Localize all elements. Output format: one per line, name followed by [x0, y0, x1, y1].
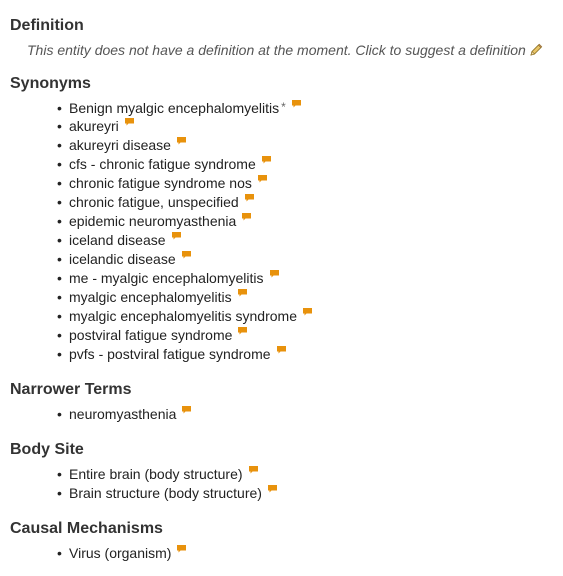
term-label[interactable]: pvfs - postviral fatigue syndrome [69, 346, 271, 362]
list-item [57, 345, 286, 364]
comment-icon[interactable] [258, 175, 267, 183]
bullet: • [57, 406, 62, 422]
list-item [57, 117, 134, 136]
list-item [57, 231, 181, 250]
bullet: • [57, 308, 62, 324]
list-item [57, 193, 254, 212]
term-label[interactable]: myalgic encephalomyelitis syndrome [69, 308, 297, 324]
list-item [57, 269, 279, 288]
bullet: • [57, 156, 62, 172]
comment-icon[interactable] [268, 485, 277, 493]
bullet: • [57, 485, 62, 501]
comment-icon[interactable] [303, 308, 312, 316]
comment-icon[interactable] [270, 270, 279, 278]
term-label[interactable]: Brain structure (body structure) [69, 485, 262, 501]
list-item [57, 98, 301, 117]
narrower-terms-heading: Narrower Terms [10, 381, 132, 398]
comment-icon[interactable] [249, 466, 258, 474]
term-label[interactable]: chronic fatigue, unspecified [69, 194, 239, 210]
list-item [57, 405, 191, 424]
comment-icon[interactable] [182, 251, 191, 259]
bullet: • [57, 175, 62, 191]
comment-icon[interactable] [238, 289, 247, 297]
list-item [57, 136, 186, 155]
bullet: • [57, 213, 62, 229]
bullet: • [57, 118, 62, 134]
bullet: • [57, 545, 62, 561]
bullet: • [57, 346, 62, 362]
term-label[interactable]: postviral fatigue syndrome [69, 327, 233, 343]
term-label[interactable]: cfs - chronic fatigue syndrome [69, 156, 256, 172]
list-item [57, 212, 251, 231]
term-label[interactable]: Benign myalgic encephalomyelitis [69, 100, 280, 116]
comment-icon[interactable] [125, 118, 134, 126]
term-label[interactable]: chronic fatigue syndrome nos [69, 175, 252, 191]
term-label[interactable]: iceland disease [69, 232, 166, 248]
comment-icon[interactable] [292, 100, 301, 108]
bullet: • [57, 466, 62, 482]
bullet: • [57, 270, 62, 286]
bullet: • [57, 100, 62, 116]
term-label[interactable]: myalgic encephalomyelitis [69, 289, 232, 305]
list-item [57, 307, 312, 326]
comment-icon[interactable] [277, 346, 286, 354]
bullet: • [57, 327, 62, 343]
term-label[interactable]: Virus (organism) [69, 545, 172, 561]
list-item [57, 484, 277, 503]
term-label[interactable]: akureyri [69, 118, 119, 134]
comment-icon[interactable] [238, 327, 247, 335]
bullet: • [57, 289, 62, 305]
term-label[interactable]: icelandic disease [69, 251, 176, 267]
list-item [57, 326, 247, 345]
definition-heading: Definition [10, 17, 84, 34]
comment-icon[interactable] [177, 137, 186, 145]
causal-mechanisms-heading: Causal Mechanisms [10, 520, 163, 537]
term-label[interactable]: Entire brain (body structure) [69, 466, 243, 482]
definition-text: This entity does not have a definition at the moment. Click to suggest a definition [27, 42, 526, 58]
bullet: • [57, 194, 62, 210]
comment-icon[interactable] [245, 194, 254, 202]
pencil-icon[interactable] [529, 43, 543, 61]
list-item [57, 155, 271, 174]
term-label[interactable]: me - myalgic encephalomyelitis [69, 270, 264, 286]
synonyms-heading: Synonyms [10, 75, 91, 92]
comment-icon[interactable] [242, 213, 251, 221]
list-item [57, 544, 186, 563]
comment-icon[interactable] [182, 406, 191, 414]
suggest-definition-link[interactable] [27, 41, 543, 61]
list-item [57, 465, 258, 484]
bullet: • [57, 232, 62, 248]
bullet: • [57, 137, 62, 153]
preferred-term-marker: * [281, 100, 286, 114]
term-label[interactable]: neuromyasthenia [69, 406, 177, 422]
comment-icon[interactable] [177, 545, 186, 553]
term-label[interactable]: epidemic neuromyasthenia [69, 213, 237, 229]
comment-icon[interactable] [262, 156, 271, 164]
comment-icon[interactable] [172, 232, 181, 240]
list-item [57, 250, 191, 269]
body-site-heading: Body Site [10, 441, 84, 458]
term-label[interactable]: akureyri disease [69, 137, 171, 153]
bullet: • [57, 251, 62, 267]
list-item [57, 174, 267, 193]
list-item [57, 288, 247, 307]
